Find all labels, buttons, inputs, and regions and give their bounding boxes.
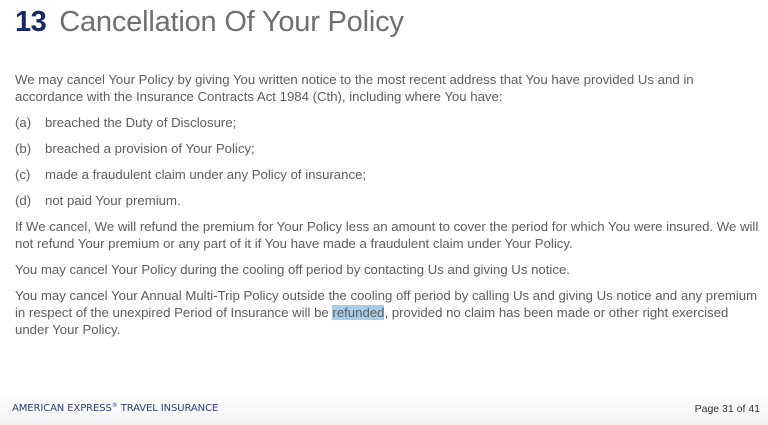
list-marker: (a) xyxy=(15,115,32,130)
brand-name: AMERICAN EXPRESS xyxy=(12,403,112,414)
list-item xyxy=(15,166,760,183)
list-marker: (c) xyxy=(15,167,31,182)
registered-mark: ® xyxy=(111,402,118,409)
annual-text-after: , provided no claim has been made or other right exercised under Your Policy. xyxy=(15,305,729,337)
list-item xyxy=(15,114,760,131)
list-item xyxy=(15,140,760,157)
cancellation-reasons-list xyxy=(15,114,760,209)
refund-paragraph: If We cancel, We will refund the premium for Your Policy less an amount to cover the period for which You were insured. We will not refund Your premium or any part of it if You have made a fraudulent claim under Your Policy. xyxy=(15,219,759,251)
list-item-text: breached the Duty of Disclosure; xyxy=(45,115,237,130)
section-heading xyxy=(15,4,404,45)
page-number: Page 31 of 41 xyxy=(694,403,760,415)
brand-logo-text xyxy=(12,402,218,414)
list-item xyxy=(15,192,760,209)
list-marker: (d) xyxy=(15,193,32,208)
list-item-text: made a fraudulent claim under any Policy of insurance; xyxy=(45,167,367,182)
brand-product: TRAVEL INSURANCE xyxy=(117,403,219,414)
annual-text-before: You may cancel Your Annual Multi-Trip Policy outside the cooling off period by calling Us and giving Us notice and any premium in respect of the unexpired Period of Insurance will be xyxy=(15,288,758,320)
intro-paragraph: We may cancel Your Policy by giving You written notice to the most recent address that You have provided Us and in accordance with the Insurance Contracts Act 1984 (Cth), including where You have: xyxy=(15,72,694,104)
section-body xyxy=(15,71,760,347)
section-title: Cancellation Of Your Policy xyxy=(59,6,404,38)
cooling-off-paragraph: You may cancel Your Policy during the cooling off period by contacting Us and giving Us notice. xyxy=(15,262,570,277)
list-item-text: not paid Your premium. xyxy=(45,193,181,208)
list-marker: (b) xyxy=(15,141,32,156)
annual-policy-paragraph xyxy=(15,287,760,338)
page-footer xyxy=(0,394,768,425)
list-item-text: breached a provision of Your Policy; xyxy=(45,141,255,156)
search-highlight[interactable]: refunded xyxy=(332,305,385,320)
section-number: 13 xyxy=(15,6,47,38)
